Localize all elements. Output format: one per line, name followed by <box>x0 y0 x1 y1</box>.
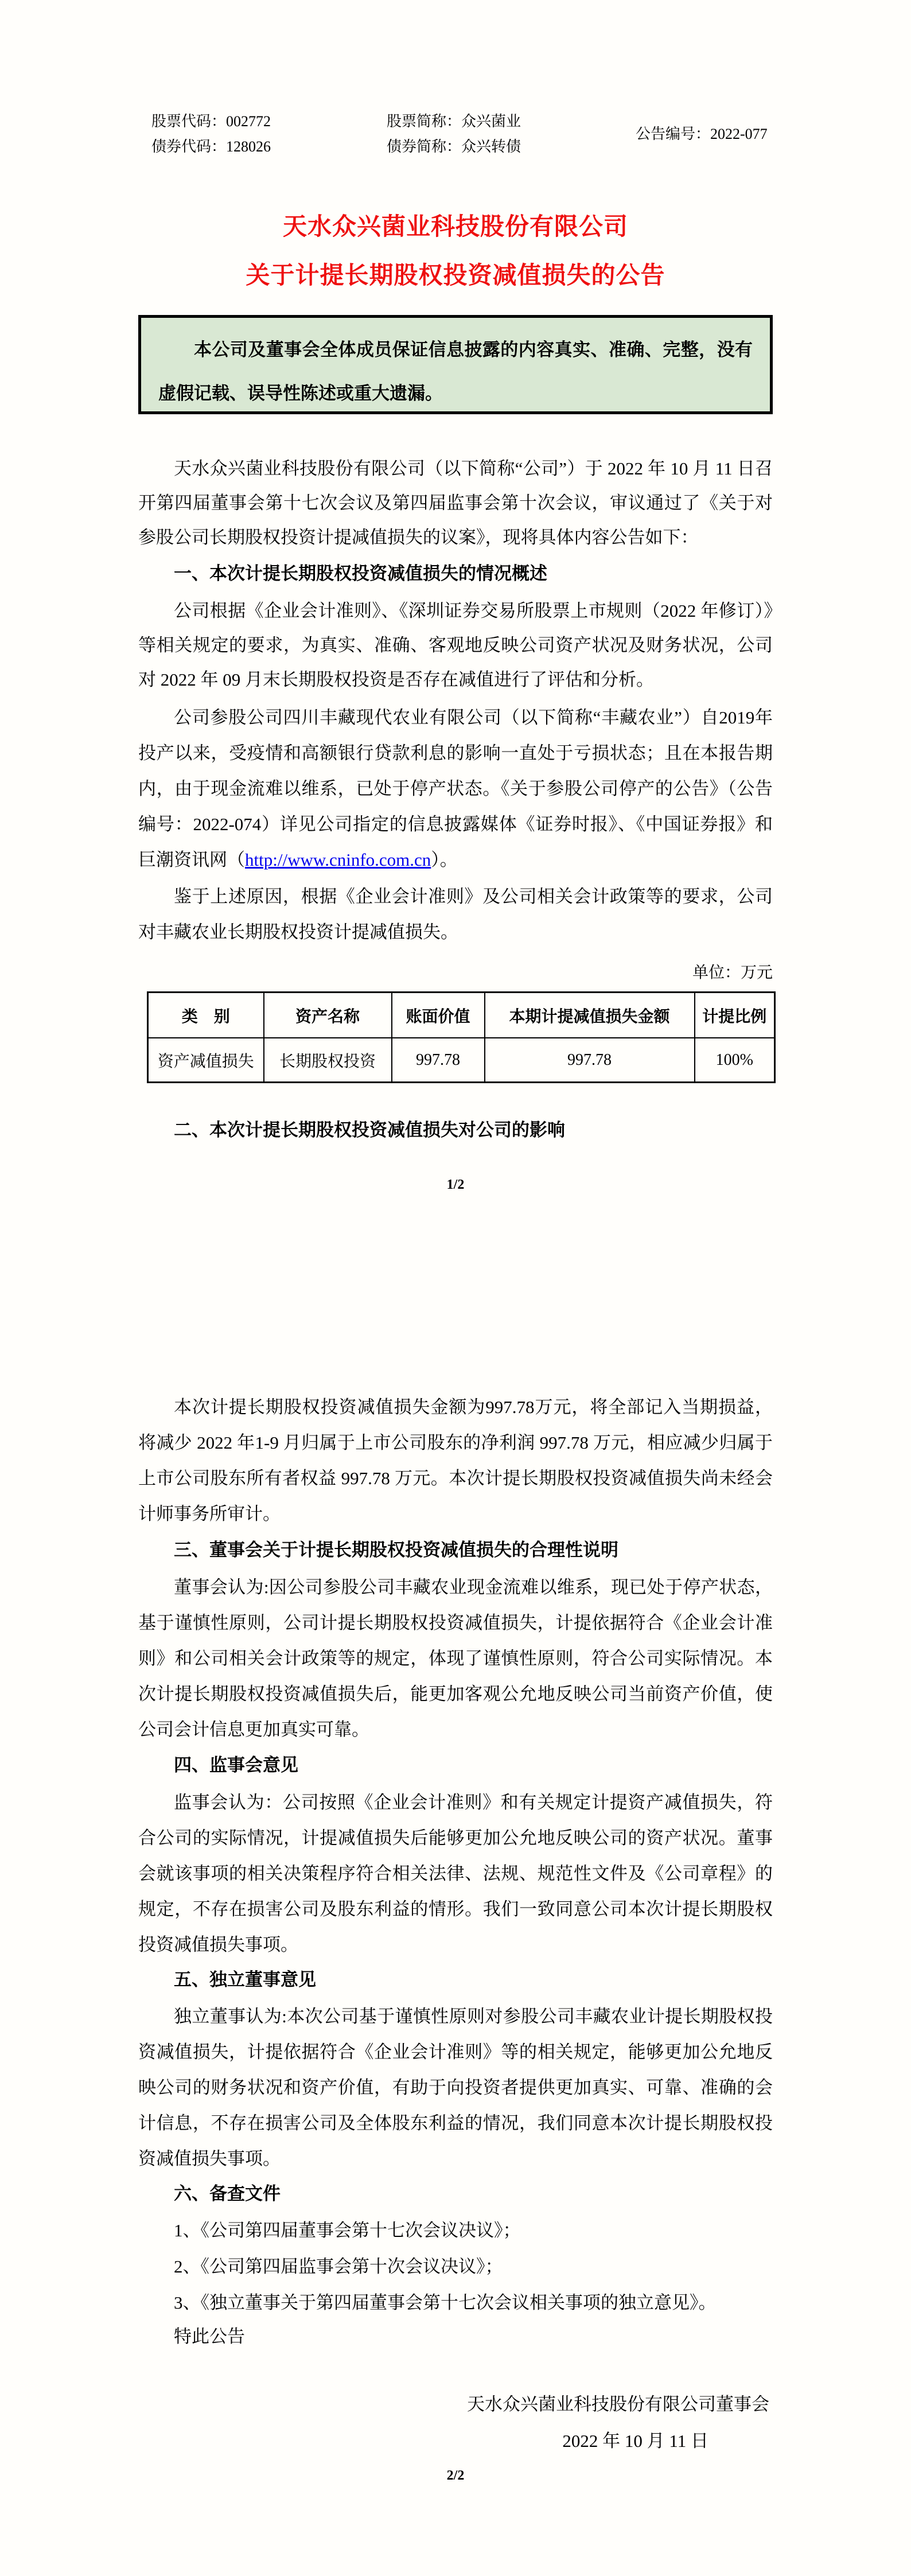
section3-paragraph: 董事会认为:因公司参股公司丰藏农业现金流难以维系，现已处于停产状态，基于谨慎性原则，公司计提长期股权投资减值损失，计提依据符合《企业会计准则》和公司相关会计政策等的规定，体现了谨慎性原则，符合公司实际情况。本次计提长期股权投资减值损失后，能更加客观公允地反映公司当前资产价值，使公司会计信息更加真实可靠。 <box>138 1577 773 1740</box>
intro-paragraph: 天水众兴菌业科技股份有限公司（以下简称“公司”）于 2022 年 10 月 11 日召开第四届董事会第十七次会议及第四届监事会第十次会议，审议通过了《关于对参股公司长期股权投资计提减值损失的议案》，现将具体内容公告如下： <box>138 458 773 547</box>
section5-paragraph: 独立董事认为:本次公司基于谨慎性原则对参股公司丰藏农业计提长期股权投资减值损失，计提依据符合《企业会计准则》等的相关规定，能够更加公允地反映公司的财务状况和资产价值，有助于向投资者提供更加真实、可靠、准确的会计信息，不存在损害公司及全体股东利益的情况，我们同意本次计提长期股权投资减值损失事项。 <box>138 2006 773 2169</box>
section3-heading: 三、董事会关于计提长期股权投资减值损失的合理性说明 <box>174 1540 618 1560</box>
section1-paragraph-2 <box>138 700 773 878</box>
closing-statement: 特此公告 <box>174 2326 245 2347</box>
section1-paragraph-2-tail: ）。 <box>431 850 458 870</box>
impairment-table-header <box>148 993 775 1038</box>
table-row <box>148 1038 775 1083</box>
page-number-2: 2/2 <box>446 2468 465 2483</box>
cell-impairment-amount: 997.78 <box>485 1038 695 1083</box>
col-category: 类 别 <box>148 993 264 1038</box>
cell-asset-name: 长期股权投资 <box>264 1038 392 1083</box>
board-signature: 天水众兴菌业科技股份有限公司董事会 <box>467 2394 769 2414</box>
stock-abbr-label: 股票简称： <box>387 113 462 130</box>
reference-document-list <box>138 2212 773 2321</box>
section4-heading: 四、监事会意见 <box>174 1755 298 1775</box>
col-book-value: 账面价值 <box>392 993 485 1038</box>
section1-paragraph-3: 鉴于上述原因，根据《企业会计准则》及公司相关会计政策等的要求，公司对丰藏农业长期股权投资计提减值损失。 <box>138 886 773 942</box>
announcement-number <box>636 115 768 153</box>
announcement-date: 2022 年 10 月 11 日 <box>562 2431 708 2451</box>
stock-abbr <box>387 109 521 134</box>
reference-document-2: 2、《公司第四届监事会第十次会议决议》； <box>174 2256 503 2277</box>
page-number-1: 1/2 <box>446 1177 465 1192</box>
bond-abbr-label: 债券简称： <box>387 138 462 155</box>
cninfo-link[interactable]: http://www.cninfo.com.cn <box>245 850 431 870</box>
table-header-row <box>148 993 775 1038</box>
announcement-number-label: 公告编号： <box>636 126 711 142</box>
announcement-number-value: 2022-077 <box>710 126 768 142</box>
bond-code-value: 128026 <box>226 138 271 155</box>
stock-abbr-value: 众兴菌业 <box>461 113 521 130</box>
stock-code <box>151 109 271 134</box>
impairment-table <box>147 991 776 1083</box>
reference-document-1: 1、《公司第四届董事会第十七次会议决议》； <box>174 2220 521 2240</box>
bond-abbr <box>387 134 521 159</box>
section5-heading: 五、独立董事意见 <box>174 1970 316 1990</box>
stock-code-value: 002772 <box>226 113 271 130</box>
section4-paragraph: 监事会认为：公司按照《企业会计准则》和有关规定计提资产减值损失，符合公司的实际情况，计提减值损失后能够更加公允地反映公司的资产状况。董事会就该事项的相关决策程序符合相关法律、法规、规范性文件及《公司章程》的规定，不存在损害公司及股东利益的情形。我们一致同意公司本次计提长期股权投资减值损失事项。 <box>138 1792 773 1955</box>
announcement-title: 关于计提长期股权投资减值损失的公告 <box>246 262 665 289</box>
disclaimer-box <box>138 315 773 414</box>
section1-paragraph-1: 公司根据《企业会计准则》、《深圳证券交易所股票上市规则（2022 年修订）》等相关规定的要求，为真实、准确、客观地反映公司资产状况及财务状况，公司对 2022 年 09 月末长期股权投资是否存在减值进行了评估和分析。 <box>138 601 773 690</box>
reference-document-3: 3、《独立董事关于第四届董事会第十七次会议相关事项的独立意见》。 <box>174 2293 717 2313</box>
section2-paragraph: 本次计提长期股权投资减值损失金额为997.78万元，将全部记入当期损益，将减少 2022 年1-9 月归属于上市公司股东的净利润 997.78 万元，相应减少归属于上市公司股东所有者权益 997.78 万元。本次计提长期股权投资减值损失尚未经会计师事务所审计。 <box>138 1397 773 1524</box>
masthead <box>138 109 773 164</box>
section6-heading: 六、备查文件 <box>174 2184 281 2204</box>
col-provision-ratio: 计提比例 <box>695 993 775 1038</box>
stock-code-label: 股票代码： <box>151 113 227 130</box>
cell-book-value: 997.78 <box>392 1038 485 1083</box>
cell-provision-ratio: 100% <box>695 1038 775 1083</box>
cell-category: 资产减值损失 <box>148 1038 264 1083</box>
company-title: 天水众兴菌业科技股份有限公司 <box>282 213 628 240</box>
table-unit-note: 单位：万元 <box>692 964 773 982</box>
col-impairment-amount: 本期计提减值损失金额 <box>485 993 695 1038</box>
disclaimer-text: 本公司及董事会全体成员保证信息披露的内容真实、准确、完整，没有虚假记载、误导性陈述或重大遗漏。 <box>158 340 753 403</box>
section1-heading: 一、本次计提长期股权投资减值损失的情况概述 <box>174 563 547 583</box>
col-asset-name: 资产名称 <box>264 993 392 1038</box>
bond-code <box>151 134 271 159</box>
section2-heading: 二、本次计提长期股权投资减值损失对公司的影响 <box>174 1120 565 1140</box>
section1-paragraph-2-text: 公司参股公司四川丰藏现代农业有限公司（以下简称“丰藏农业”）自2019年投产以来，受疫情和高额银行贷款利息的影响一直处于亏损状态；且在本报告期内，由于现金流难以维系，已处于停产状态。《关于参股公司停产的公告》（公告编号：2022-074）详见公司指定的信息披露媒体《证券时报》、《中国证券报》和巨潮资讯网（ <box>138 707 773 870</box>
bond-abbr-value: 众兴转债 <box>461 138 521 155</box>
bond-code-label: 债券代码： <box>151 138 227 155</box>
